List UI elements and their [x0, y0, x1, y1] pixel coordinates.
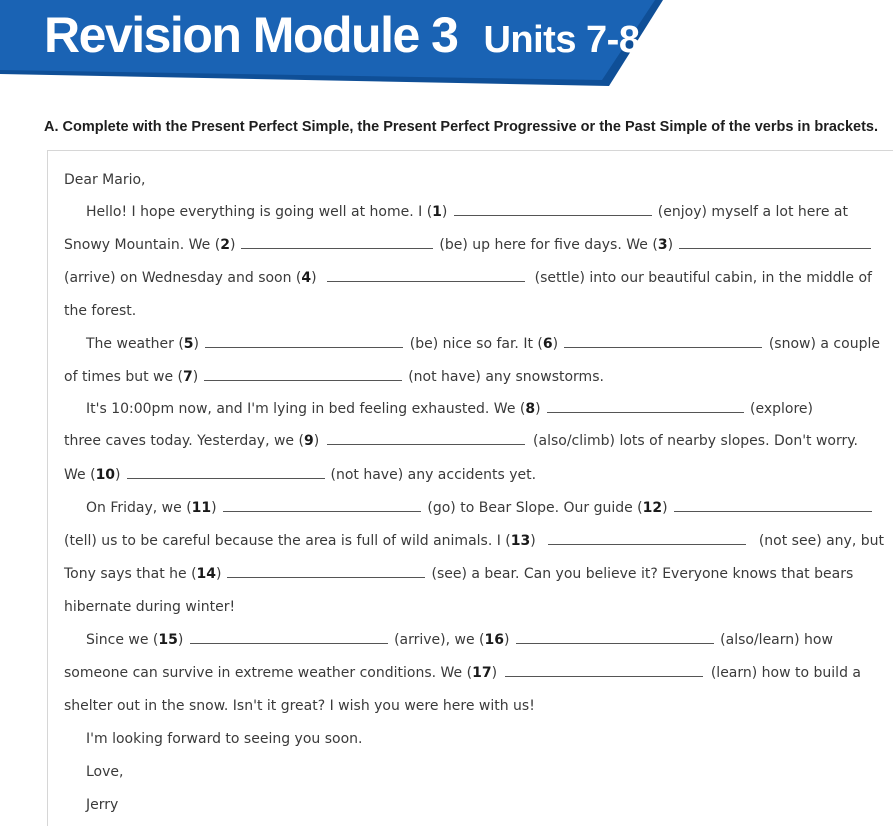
letter-text: ) [535, 401, 541, 417]
answer-blank[interactable] [127, 477, 325, 479]
letter-text: (see) a bear. Can you believe it? Everyone knows that bears [431, 566, 854, 582]
answer-blank[interactable] [190, 642, 388, 644]
letter-line [64, 301, 880, 321]
letter-phrase [64, 698, 535, 714]
letter-line [86, 762, 893, 782]
letter-text: (tell) us to be careful because the area is full of wild animals. I ( [64, 533, 511, 549]
blank-number: 3 [657, 237, 668, 253]
letter-text: Snowy Mountain. We ( [64, 237, 221, 253]
module-header-banner [0, 0, 893, 95]
letter-phrase [86, 498, 217, 518]
blank-number: 9 [303, 433, 314, 449]
letter-phrase [533, 431, 858, 451]
letter-phrase [64, 235, 235, 255]
blank-number: 15 [158, 632, 178, 648]
letter-line [64, 597, 880, 617]
letter-phrase [86, 202, 447, 222]
letter-text: On Friday, we ( [86, 500, 192, 516]
blank-number: 7 [183, 369, 193, 385]
letter-phrase [86, 334, 199, 354]
letter-phrase [86, 764, 123, 780]
letter-phrase [394, 630, 509, 650]
letter-line [64, 696, 880, 716]
blank-number: 8 [525, 401, 536, 417]
answer-blank[interactable] [454, 214, 652, 216]
letter-phrase [64, 268, 317, 288]
letter-phrase [427, 498, 667, 518]
letter-text: I'm looking forward to seeing you soon. [86, 731, 363, 747]
letter-text: ) [552, 336, 559, 352]
letter-line [64, 367, 880, 387]
letter-line [86, 729, 893, 749]
letter-text: ) [530, 533, 536, 549]
blank-number: 16 [484, 632, 504, 648]
module-units: Units 7-8 [483, 19, 640, 61]
blank-number: 17 [472, 665, 492, 681]
answer-blank[interactable] [223, 510, 421, 512]
letter-text: Hello! I hope everything is going well at home. I ( [86, 204, 433, 220]
answer-blank[interactable] [674, 510, 872, 512]
letter-phrase [431, 566, 853, 582]
letter-text: ) [211, 500, 217, 516]
letter-phrase [64, 531, 536, 551]
letter-text: ) [491, 665, 498, 681]
letter-phrase [331, 467, 537, 483]
letter-text: (arrive), we ( [394, 632, 485, 648]
letter-phrase [86, 630, 183, 650]
letter-line [64, 564, 880, 584]
letter-text: ) [441, 204, 448, 220]
letter-text: someone can survive in extreme weather conditions. We ( [64, 665, 473, 681]
letter-text: (go) to Bear Slope. Our guide ( [427, 500, 643, 516]
letter-text: We ( [64, 467, 96, 483]
letter-phrase [408, 369, 604, 385]
letter-phrase [64, 303, 136, 319]
letter-text: (settle) into our beautiful cabin, in the middle of [534, 270, 872, 286]
letter-text: (also/climb) lots of nearby slopes. Don't worry. [533, 433, 858, 449]
letter-text: (not have) any accidents yet. [330, 467, 537, 483]
letter-text: ) [229, 237, 236, 253]
letter-text: ) [313, 433, 320, 449]
letter-text: Tony says that he ( [64, 566, 197, 582]
letter-phrase [86, 731, 362, 747]
answer-blank[interactable] [516, 642, 714, 644]
letter-greeting: Dear Mario, [64, 172, 146, 188]
letter-line [86, 795, 893, 815]
letter-phrase [759, 531, 884, 551]
letter-line [64, 531, 884, 551]
letter-line [86, 498, 878, 518]
answer-blank[interactable] [679, 247, 871, 249]
answer-blank[interactable] [227, 576, 425, 578]
answer-blank[interactable] [204, 379, 402, 381]
letter-line [64, 268, 872, 288]
letter-phrase [64, 431, 319, 451]
letter-phrase [64, 467, 121, 483]
answer-blank[interactable] [548, 543, 746, 545]
letter-text: Since we ( [86, 632, 159, 648]
answer-blank[interactable] [205, 346, 403, 348]
letter-line [64, 465, 880, 485]
letter-text: of times but we ( [64, 369, 183, 385]
blank-number: 4 [301, 270, 312, 286]
letter-line [64, 663, 861, 683]
letter-text: Love, [86, 764, 124, 780]
letter-text: the forest. [64, 303, 137, 319]
exercise-instruction: A. Complete with the Present Perfect Simple, the Present Perfect Progressive or the Past Simple of the verbs in brackets. [44, 119, 879, 135]
letter-phrase [64, 663, 497, 683]
letter-text: hibernate during winter! [64, 599, 236, 615]
letter-phrase [64, 599, 235, 615]
blank-number: 2 [220, 237, 230, 253]
letter-line [86, 630, 833, 650]
letter-text: (not see) any, but [758, 533, 884, 549]
letter-text: (also/learn) how [720, 632, 833, 648]
letter-text: ) [115, 467, 121, 483]
answer-blank[interactable] [547, 411, 744, 413]
module-title [44, 4, 639, 71]
blank-number: 10 [95, 467, 116, 483]
blank-number: 12 [642, 500, 663, 516]
letter-text: (enjoy) myself a lot here at [657, 204, 848, 220]
blank-number: 14 [196, 566, 217, 582]
letter-line [64, 431, 858, 451]
letter-phrase [711, 663, 861, 683]
letter-line [86, 202, 848, 222]
blank-number: 13 [510, 533, 531, 549]
letter-text: ) [503, 632, 510, 648]
module-title-text: Revision Module 3 [44, 7, 458, 63]
letter-text: The weather ( [86, 336, 184, 352]
letter-text: ) [192, 369, 199, 385]
letter-line [86, 334, 880, 354]
letter-text: shelter out in the snow. Isn't it great? I wish you were here with us! [64, 698, 535, 714]
blank-number: 6 [542, 336, 553, 352]
letter-phrase [750, 399, 813, 419]
letter-text: It's 10:00pm now, and I'm lying in bed feeling exhausted. We ( [86, 401, 526, 417]
letter-phrase [769, 334, 880, 354]
answer-blank[interactable] [564, 346, 762, 348]
letter-text: ) [177, 632, 184, 648]
letter-text: (snow) a couple [768, 336, 880, 352]
letter-text: ) [193, 336, 199, 352]
letter-text: ) [662, 500, 668, 516]
blank-number: 5 [183, 336, 194, 352]
letter-text: (be) up here for five days. We ( [439, 237, 658, 253]
blank-number: 11 [191, 500, 212, 516]
letter-phrase [535, 268, 872, 288]
letter-phrase [720, 630, 833, 650]
blank-number: 1 [432, 204, 442, 220]
letter-text: (explore) [750, 401, 813, 417]
answer-blank[interactable] [241, 247, 433, 249]
letter-text: ) [311, 270, 317, 286]
letter-text: (be) nice so far. It ( [409, 336, 543, 352]
letter-text: three caves today. Yesterday, we ( [64, 433, 304, 449]
letter-phrase [86, 797, 118, 813]
answer-blank[interactable] [327, 443, 525, 445]
letter-text: (not have) any snowstorms. [408, 369, 604, 385]
letter-phrase [64, 369, 198, 385]
letter-line [64, 235, 877, 255]
letter-phrase [658, 202, 848, 222]
letter-line [86, 399, 813, 419]
answer-blank[interactable] [327, 280, 525, 282]
letter-phrase [64, 566, 221, 582]
letter-text: Jerry [86, 797, 119, 813]
letter-text: ) [216, 566, 222, 582]
letter-phrase [410, 334, 558, 354]
answer-blank[interactable] [505, 675, 703, 677]
letter-phrase [86, 399, 541, 419]
letter-text: (learn) how to build a [710, 665, 861, 681]
letter-text: ) [667, 237, 674, 253]
letter-phrase [439, 235, 673, 255]
letter-text: (arrive) on Wednesday and soon ( [64, 270, 302, 286]
